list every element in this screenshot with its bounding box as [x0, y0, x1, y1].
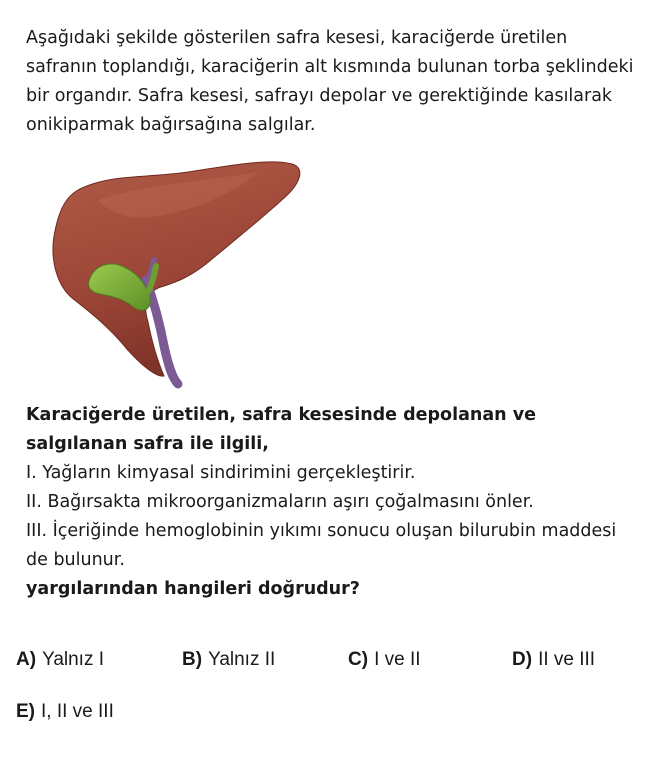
- choice-b-text: Yalnız II: [208, 649, 276, 670]
- choice-a[interactable]: [16, 649, 104, 671]
- choice-d-letter: D): [512, 649, 533, 670]
- choice-c-letter: C): [348, 649, 369, 670]
- choice-e[interactable]: [16, 701, 114, 723]
- question-prompt: yargılarından hangileri doğrudur?: [26, 579, 360, 599]
- intro-paragraph: Aşağıdaki şekilde gösterilen safra kesesi, karaciğerde üretilen safranın toplandığı, karaciğerin alt kısmında bulunan torba şeklindeki bir organdır. Safra kesesi, safrayı depolar ve gerektiğinde kasılarak onikiparmak bağırsağına salgılar.: [26, 28, 634, 135]
- statement-1: I. Yağların kimyasal sindirimini gerçekleştirir.: [26, 463, 416, 483]
- choice-c-text: I ve II: [374, 649, 421, 670]
- liver-illustration: [38, 152, 318, 397]
- choice-a-text: Yalnız I: [42, 649, 105, 670]
- statement-2: II. Bağırsakta mikroorganizmaların aşırı çoğalmasını önler.: [26, 492, 534, 512]
- choice-d[interactable]: [512, 649, 595, 671]
- statement-3: III. İçeriğinde hemoglobinin yıkımı sonucu oluşan bilurubin maddesi de bulunur.: [26, 521, 617, 570]
- choice-c[interactable]: [348, 649, 421, 671]
- choice-e-text: I, II ve III: [41, 701, 114, 722]
- choice-d-text: II ve III: [538, 649, 596, 670]
- choice-b-letter: B): [182, 649, 203, 670]
- choice-b[interactable]: [182, 649, 275, 671]
- question-stem: Karaciğerde üretilen, safra kesesinde depolanan ve salgılanan safra ile ilgili,: [26, 405, 536, 454]
- question-block: [26, 401, 641, 604]
- choice-e-letter: E): [16, 701, 35, 722]
- choice-a-letter: A): [16, 649, 37, 670]
